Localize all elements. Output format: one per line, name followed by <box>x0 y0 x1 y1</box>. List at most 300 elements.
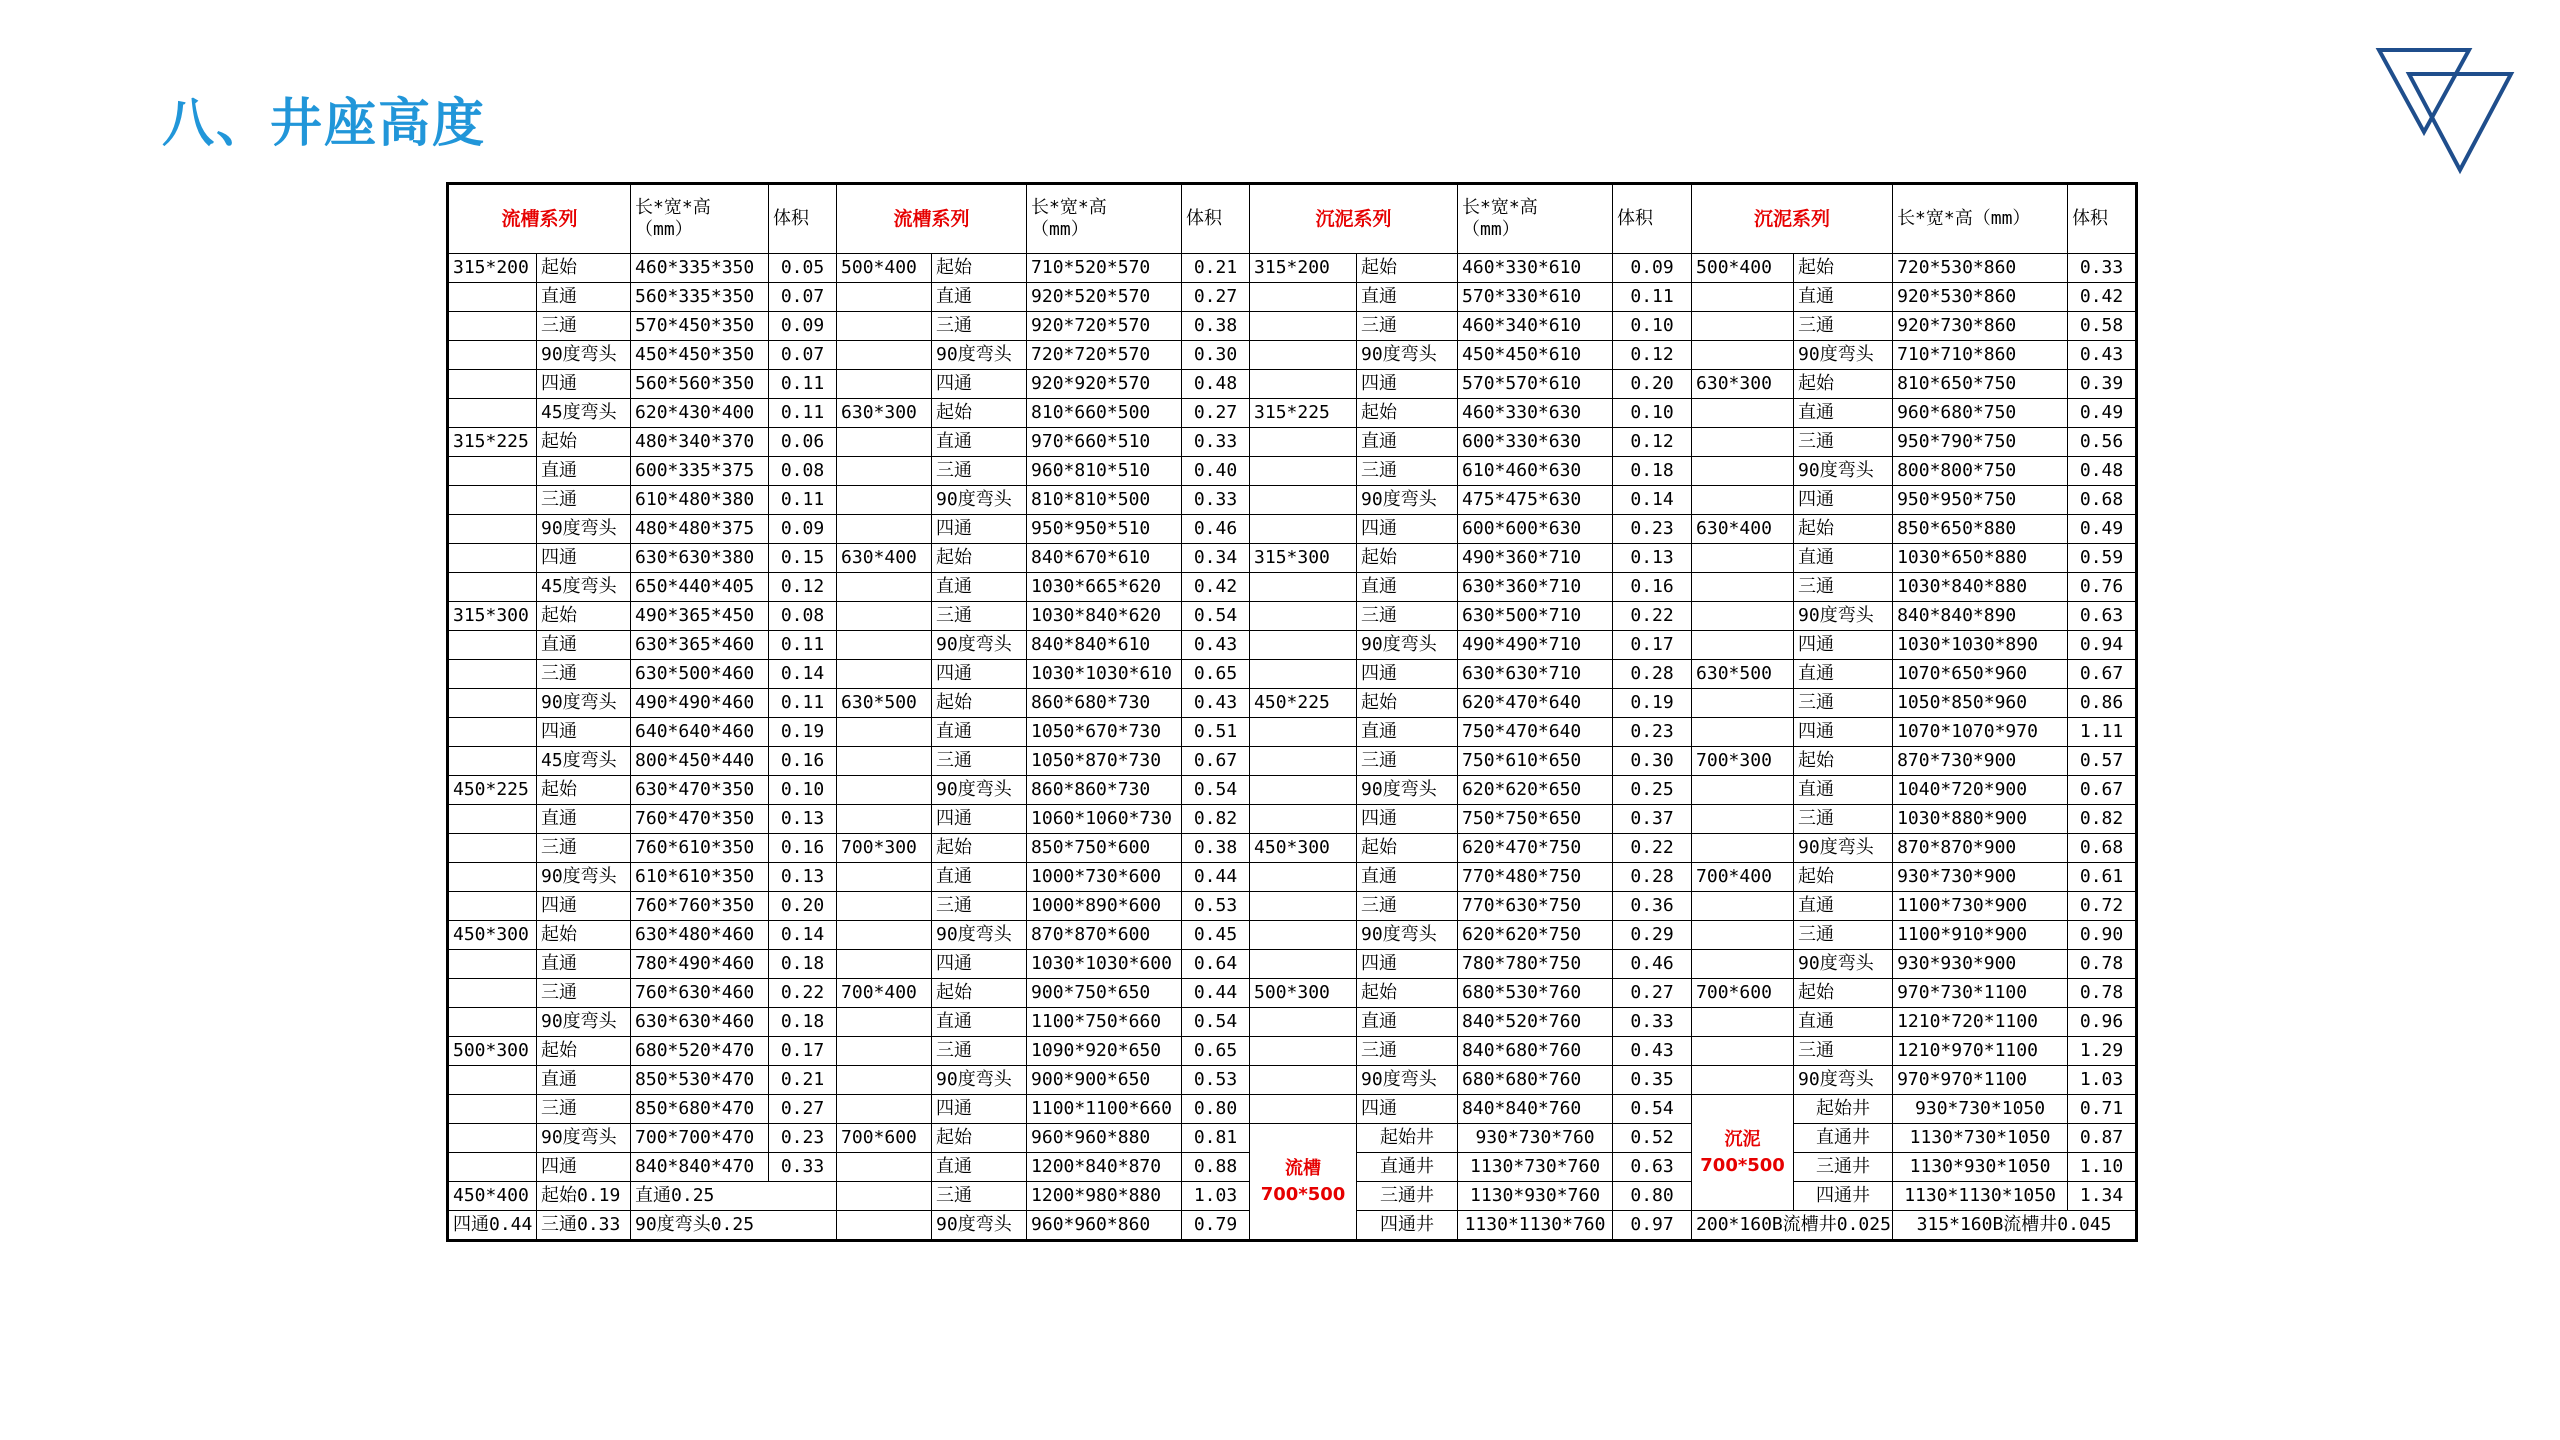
table-cell: 三通 <box>1357 457 1458 486</box>
table-cell <box>837 921 932 950</box>
table-cell: 0.42 <box>2068 283 2137 312</box>
table-cell: 起始 <box>932 254 1027 283</box>
table-cell: 1100*910*900 <box>1893 921 2068 950</box>
table-cell: 1030*880*900 <box>1893 805 2068 834</box>
table-cell: 0.30 <box>1182 341 1250 370</box>
table-cell: 90度弯头 <box>1794 1066 1893 1095</box>
special-sediment-label <box>1692 1095 1794 1211</box>
table-cell <box>1250 631 1357 660</box>
table-cell <box>837 863 932 892</box>
table-cell: 直通 <box>932 428 1027 457</box>
table-cell: 起始 <box>537 602 631 631</box>
table-cell: 0.33 <box>1182 428 1250 457</box>
table-cell: 起始 <box>1357 834 1458 863</box>
table-cell: 315*300 <box>448 602 537 631</box>
table-cell <box>1250 892 1357 921</box>
table-cell <box>837 1095 932 1124</box>
unit-label: （mm） <box>1462 219 1520 240</box>
table-cell: 三通 <box>1794 1037 1893 1066</box>
table-cell: 680*680*760 <box>1458 1066 1613 1095</box>
table-row <box>448 863 2137 892</box>
table-cell: 780*780*750 <box>1458 950 1613 979</box>
table-cell: 0.67 <box>1182 747 1250 776</box>
table-cell: 450*450*610 <box>1458 341 1613 370</box>
table-cell: 0.54 <box>1182 602 1250 631</box>
table-cell: 四通 <box>932 1095 1027 1124</box>
table-cell: 0.11 <box>769 486 837 515</box>
table-cell: 起始 <box>1357 399 1458 428</box>
table-cell: 0.40 <box>1182 457 1250 486</box>
table-cell: 0.65 <box>1182 1037 1250 1066</box>
series-header: 流槽系列 <box>837 184 1027 254</box>
table-cell <box>448 544 537 573</box>
table-cell: 630*630*460 <box>631 1008 769 1037</box>
table-cell: 850*530*470 <box>631 1066 769 1095</box>
table-cell: 1070*650*960 <box>1893 660 2068 689</box>
table-cell: 90度弯头 <box>1357 341 1458 370</box>
series-header: 流槽系列 <box>448 184 631 254</box>
table-cell: 三通 <box>537 660 631 689</box>
table-cell: 90度弯头 <box>1357 776 1458 805</box>
table-cell: 960*680*750 <box>1893 399 2068 428</box>
table-cell: 810*660*500 <box>1027 399 1182 428</box>
dimensions-header <box>631 184 769 254</box>
table-cell: 0.54 <box>1182 1008 1250 1037</box>
table-cell: 570*450*350 <box>631 312 769 341</box>
table-cell: 90度弯头 <box>932 486 1027 515</box>
table-cell: 630*360*710 <box>1458 573 1613 602</box>
table-row <box>448 718 2137 747</box>
table-cell: 1.29 <box>2068 1037 2137 1066</box>
table-cell <box>448 950 537 979</box>
table-cell: 950*790*750 <box>1893 428 2068 457</box>
table-cell: 三通 <box>1794 428 1893 457</box>
table-cell: 直通 <box>1357 863 1458 892</box>
table-cell: 三通 <box>1794 689 1893 718</box>
table-cell <box>837 1008 932 1037</box>
table-cell: 0.22 <box>769 979 837 1008</box>
table-cell <box>1250 1037 1357 1066</box>
table-cell <box>1250 312 1357 341</box>
table-cell: 0.14 <box>769 921 837 950</box>
table-cell: 起始 <box>1794 370 1893 399</box>
table-cell: 0.53 <box>1182 1066 1250 1095</box>
table-cell <box>1250 718 1357 747</box>
table-cell: 四通 <box>537 718 631 747</box>
table-cell: 0.08 <box>769 602 837 631</box>
table-cell: 1030*1030*890 <box>1893 631 2068 660</box>
page-title: 八、井座高度 <box>162 94 487 154</box>
table-cell: 四通 <box>1357 370 1458 399</box>
table-cell: 直通 <box>1794 283 1893 312</box>
table-cell <box>837 950 932 979</box>
table-cell: 0.25 <box>1613 776 1692 805</box>
table-cell: 三通0.33 <box>537 1211 631 1241</box>
table-cell <box>1692 892 1794 921</box>
table-cell: 起始 <box>1794 254 1893 283</box>
table-cell: 0.71 <box>2068 1095 2137 1124</box>
special-label-line: 700*500 <box>1700 1154 1785 1176</box>
table-cell <box>1692 312 1794 341</box>
table-cell <box>1692 631 1794 660</box>
table-cell: 直通 <box>1794 1008 1893 1037</box>
special-label-line: 流槽 <box>1285 1157 1322 1179</box>
series-header: 沉泥系列 <box>1692 184 1893 254</box>
table-cell: 0.36 <box>1613 892 1692 921</box>
table-cell: 三通 <box>1357 312 1458 341</box>
table-cell: 直通 <box>932 1153 1027 1182</box>
table-row <box>448 776 2137 805</box>
table-cell: 840*680*760 <box>1458 1037 1613 1066</box>
table-cell: 90度弯头 <box>932 1211 1027 1241</box>
table-cell: 0.86 <box>2068 689 2137 718</box>
table-cell: 四通 <box>537 370 631 399</box>
table-cell: 45度弯头 <box>537 747 631 776</box>
table-cell: 1210*970*1100 <box>1893 1037 2068 1066</box>
table-cell: 1.11 <box>2068 718 2137 747</box>
table-cell <box>837 428 932 457</box>
table-cell <box>448 718 537 747</box>
table-row <box>448 515 2137 544</box>
table-cell: 0.54 <box>1613 1095 1692 1124</box>
table-cell: 四通 <box>1794 631 1893 660</box>
table-cell: 920*520*570 <box>1027 283 1182 312</box>
table-cell <box>1250 1008 1357 1037</box>
table-cell: 0.08 <box>769 457 837 486</box>
table-cell: 1040*720*900 <box>1893 776 2068 805</box>
table-cell: 810*650*750 <box>1893 370 2068 399</box>
table-cell: 500*400 <box>1692 254 1794 283</box>
table-cell: 0.37 <box>1613 805 1692 834</box>
table-cell <box>1692 689 1794 718</box>
table-cell: 直通 <box>1794 399 1893 428</box>
table-cell: 920*920*570 <box>1027 370 1182 399</box>
table-cell <box>1692 776 1794 805</box>
table-cell: 760*470*350 <box>631 805 769 834</box>
table-cell: 直通 <box>1794 660 1893 689</box>
table-cell: 630*300 <box>1692 370 1794 399</box>
table-cell: 800*800*750 <box>1893 457 2068 486</box>
table-cell: 90度弯头 <box>1794 834 1893 863</box>
table-cell: 90度弯头 <box>537 341 631 370</box>
table-cell: 90度弯头0.25 <box>631 1211 837 1241</box>
table-cell: 800*450*440 <box>631 747 769 776</box>
table-cell: 1070*1070*970 <box>1893 718 2068 747</box>
table-cell: 560*560*350 <box>631 370 769 399</box>
table-cell: 0.14 <box>769 660 837 689</box>
table-cell: 0.38 <box>1182 312 1250 341</box>
table-cell <box>448 283 537 312</box>
table-cell: 630*500 <box>1692 660 1794 689</box>
table-cell <box>1692 399 1794 428</box>
table-cell: 直通 <box>1794 544 1893 573</box>
table-cell: 0.52 <box>1613 1124 1692 1153</box>
table-cell: 四通 <box>1357 1095 1458 1124</box>
table-cell: 四通 <box>1357 515 1458 544</box>
table-cell: 930*730*1050 <box>1893 1095 2068 1124</box>
table-cell: 930*730*900 <box>1893 863 2068 892</box>
table-cell: 0.39 <box>2068 370 2137 399</box>
table-cell <box>837 573 932 602</box>
table-cell: 直通 <box>537 1066 631 1095</box>
table-cell: 630*500*710 <box>1458 602 1613 631</box>
table-cell: 920*530*860 <box>1893 283 2068 312</box>
table-cell: 0.09 <box>1613 254 1692 283</box>
table-cell: 起始 <box>1357 544 1458 573</box>
table-cell: 920*730*860 <box>1893 312 2068 341</box>
table-cell: 四通 <box>1794 486 1893 515</box>
table-row <box>448 544 2137 573</box>
table-cell: 460*335*350 <box>631 254 769 283</box>
table-cell: 直通 <box>537 805 631 834</box>
table-cell: 630*400 <box>837 544 932 573</box>
table-cell <box>448 863 537 892</box>
table-cell: 315*200 <box>448 254 537 283</box>
table-cell: 600*600*630 <box>1458 515 1613 544</box>
table-cell: 480*340*370 <box>631 428 769 457</box>
table-cell: 0.19 <box>769 718 837 747</box>
table-cell: 起始 <box>537 1037 631 1066</box>
table-cell: 四通 <box>1794 718 1893 747</box>
table-cell: 970*660*510 <box>1027 428 1182 457</box>
table-cell: 1030*650*880 <box>1893 544 2068 573</box>
table-cell: 0.59 <box>2068 544 2137 573</box>
table-cell: 直通 <box>1794 892 1893 921</box>
table-cell <box>837 1182 932 1211</box>
table-cell: 三通 <box>1357 602 1458 631</box>
table-cell: 0.15 <box>769 544 837 573</box>
table-cell: 630*365*460 <box>631 631 769 660</box>
table-row <box>448 1066 2137 1095</box>
table-cell: 三通 <box>537 312 631 341</box>
table-cell: 1030*1030*600 <box>1027 950 1182 979</box>
table-cell: 四通 <box>932 515 1027 544</box>
table-cell: 500*300 <box>1250 979 1357 1008</box>
table-cell: 0.56 <box>2068 428 2137 457</box>
table-cell: 起始井 <box>1357 1124 1458 1153</box>
table-row <box>448 1095 2137 1124</box>
table-cell: 直通 <box>1357 283 1458 312</box>
special-label-line: 沉泥 <box>1724 1128 1761 1150</box>
table-cell <box>837 283 932 312</box>
table-cell: 0.11 <box>769 399 837 428</box>
table-cell: 1100*1100*660 <box>1027 1095 1182 1124</box>
table-cell: 500*400 <box>837 254 932 283</box>
table-cell: 90度弯头 <box>1357 1066 1458 1095</box>
table-cell: 450*300 <box>448 921 537 950</box>
table-row <box>448 979 2137 1008</box>
table-cell: 三通 <box>1794 312 1893 341</box>
table-row <box>448 689 2137 718</box>
table-cell: 0.43 <box>1182 631 1250 660</box>
table-row <box>448 660 2137 689</box>
table-cell: 0.33 <box>1613 1008 1692 1037</box>
table-cell: 0.78 <box>2068 979 2137 1008</box>
table-cell: 1060*1060*730 <box>1027 805 1182 834</box>
table-cell: 0.28 <box>1613 863 1692 892</box>
table-cell: 三通 <box>932 312 1027 341</box>
table-cell <box>448 805 537 834</box>
table-cell <box>448 1066 537 1095</box>
table-header-row <box>448 184 2137 254</box>
table-cell: 0.51 <box>1182 718 1250 747</box>
table-cell: 0.81 <box>1182 1124 1250 1153</box>
table-cell: 0.29 <box>1613 921 1692 950</box>
table-cell: 850*750*600 <box>1027 834 1182 863</box>
table-cell: 0.61 <box>2068 863 2137 892</box>
table-cell <box>1250 950 1357 979</box>
table-cell: 0.46 <box>1613 950 1692 979</box>
table-cell: 700*600 <box>1692 979 1794 1008</box>
table-cell: 490*365*450 <box>631 602 769 631</box>
table-cell: 0.82 <box>1182 805 1250 834</box>
table-row <box>448 834 2137 863</box>
table-cell: 700*300 <box>837 834 932 863</box>
table-cell: 0.30 <box>1613 747 1692 776</box>
table-cell: 1100*730*900 <box>1893 892 2068 921</box>
table-cell <box>1250 776 1357 805</box>
table-cell <box>1692 1066 1794 1095</box>
table-cell: 620*470*640 <box>1458 689 1613 718</box>
table-cell: 三通 <box>1357 747 1458 776</box>
table-cell <box>1692 457 1794 486</box>
table-cell <box>1250 370 1357 399</box>
table-cell: 0.72 <box>2068 892 2137 921</box>
table-cell: 四通 <box>537 1153 631 1182</box>
table-cell: 起始 <box>932 689 1027 718</box>
table-cell <box>1692 544 1794 573</box>
table-cell: 0.57 <box>2068 747 2137 776</box>
table-cell: 0.88 <box>1182 1153 1250 1182</box>
table-cell: 750*750*650 <box>1458 805 1613 834</box>
table-cell <box>448 689 537 718</box>
table-cell: 起始 <box>537 428 631 457</box>
table-cell <box>1692 1037 1794 1066</box>
table-cell <box>837 805 932 834</box>
table-cell <box>1250 428 1357 457</box>
table-cell: 490*360*710 <box>1458 544 1613 573</box>
table-row <box>448 805 2137 834</box>
volume-header: 体积 <box>1613 184 1692 254</box>
table-cell: 680*530*760 <box>1458 979 1613 1008</box>
table-cell: 0.94 <box>2068 631 2137 660</box>
table-cell: 480*480*375 <box>631 515 769 544</box>
table-cell: 0.43 <box>1182 689 1250 718</box>
table-cell: 0.18 <box>769 1008 837 1037</box>
table-cell: 三通 <box>1794 573 1893 602</box>
table-row <box>448 950 2137 979</box>
table-row <box>448 892 2137 921</box>
table-cell: 0.68 <box>2068 834 2137 863</box>
table-cell: 三通 <box>1357 892 1458 921</box>
table-cell: 620*620*650 <box>1458 776 1613 805</box>
table-cell <box>837 312 932 341</box>
table-row <box>448 1037 2137 1066</box>
table-cell: 0.21 <box>1182 254 1250 283</box>
table-cell: 三通 <box>932 602 1027 631</box>
table-cell: 0.11 <box>769 631 837 660</box>
table-cell: 0.17 <box>1613 631 1692 660</box>
table-cell: 770*630*750 <box>1458 892 1613 921</box>
table-cell: 960*960*860 <box>1027 1211 1182 1241</box>
table-cell: 0.12 <box>769 573 837 602</box>
table-cell: 90度弯头 <box>932 1066 1027 1095</box>
table-cell: 1130*730*760 <box>1458 1153 1613 1182</box>
volume-header: 体积 <box>2068 184 2137 254</box>
table-cell: 315*225 <box>448 428 537 457</box>
table-cell: 直通 <box>932 573 1027 602</box>
table-cell: 490*490*460 <box>631 689 769 718</box>
table-cell: 三通井 <box>1357 1182 1458 1211</box>
table-cell: 90度弯头 <box>1357 921 1458 950</box>
table-cell: 720*530*860 <box>1893 254 2068 283</box>
table-cell: 四通 <box>932 950 1027 979</box>
table-cell: 750*610*650 <box>1458 747 1613 776</box>
table-cell: 1.03 <box>1182 1182 1250 1211</box>
table-cell: 750*470*640 <box>1458 718 1613 747</box>
table-cell: 90度弯头 <box>1794 457 1893 486</box>
table-cell: 920*720*570 <box>1027 312 1182 341</box>
table-cell: 四通 <box>1357 660 1458 689</box>
special-label-line: 700*500 <box>1260 1183 1346 1205</box>
table-cell: 840*520*760 <box>1458 1008 1613 1037</box>
table-cell <box>448 341 537 370</box>
table-cell <box>837 457 932 486</box>
table-cell <box>448 892 537 921</box>
table-cell <box>1250 341 1357 370</box>
table-cell: 840*670*610 <box>1027 544 1182 573</box>
table-cell: 0.13 <box>1613 544 1692 573</box>
table-cell: 90度弯头 <box>932 341 1027 370</box>
unit-label: （mm） <box>1031 219 1089 240</box>
table-cell <box>1692 718 1794 747</box>
table-cell: 0.90 <box>2068 921 2137 950</box>
unit-label: （mm） <box>635 219 693 240</box>
triangles-logo-icon <box>2375 46 2515 176</box>
table-cell: 0.13 <box>769 805 837 834</box>
table-row <box>448 486 2137 515</box>
table-cell: 700*300 <box>1692 747 1794 776</box>
table-cell: 850*650*880 <box>1893 515 2068 544</box>
table-cell: 90度弯头 <box>537 689 631 718</box>
table-cell: 0.67 <box>2068 776 2137 805</box>
table-cell: 1050*870*730 <box>1027 747 1182 776</box>
table-row <box>448 312 2137 341</box>
table-cell: 460*330*610 <box>1458 254 1613 283</box>
table-cell: 四通0.44 <box>448 1211 537 1241</box>
table-cell: 起始 <box>537 254 631 283</box>
table-cell: 315*225 <box>1250 399 1357 428</box>
table-cell: 0.09 <box>769 312 837 341</box>
table-cell: 起始 <box>932 544 1027 573</box>
table-cell: 450*300 <box>1250 834 1357 863</box>
table-cell: 三通 <box>537 1095 631 1124</box>
table-cell: 0.44 <box>1182 979 1250 1008</box>
table-cell: 0.45 <box>1182 921 1250 950</box>
table-cell <box>1250 921 1357 950</box>
table-cell: 1200*840*870 <box>1027 1153 1182 1182</box>
table-cell: 610*610*350 <box>631 863 769 892</box>
table-cell <box>448 457 537 486</box>
table-cell: 0.11 <box>769 370 837 399</box>
table-cell: 760*630*460 <box>631 979 769 1008</box>
table-cell: 460*340*610 <box>1458 312 1613 341</box>
dimensions-header-label: 长*宽*高 <box>1462 197 1538 218</box>
table-cell <box>448 486 537 515</box>
table-cell <box>1692 921 1794 950</box>
table-cell: 860*680*730 <box>1027 689 1182 718</box>
table-cell: 460*330*630 <box>1458 399 1613 428</box>
